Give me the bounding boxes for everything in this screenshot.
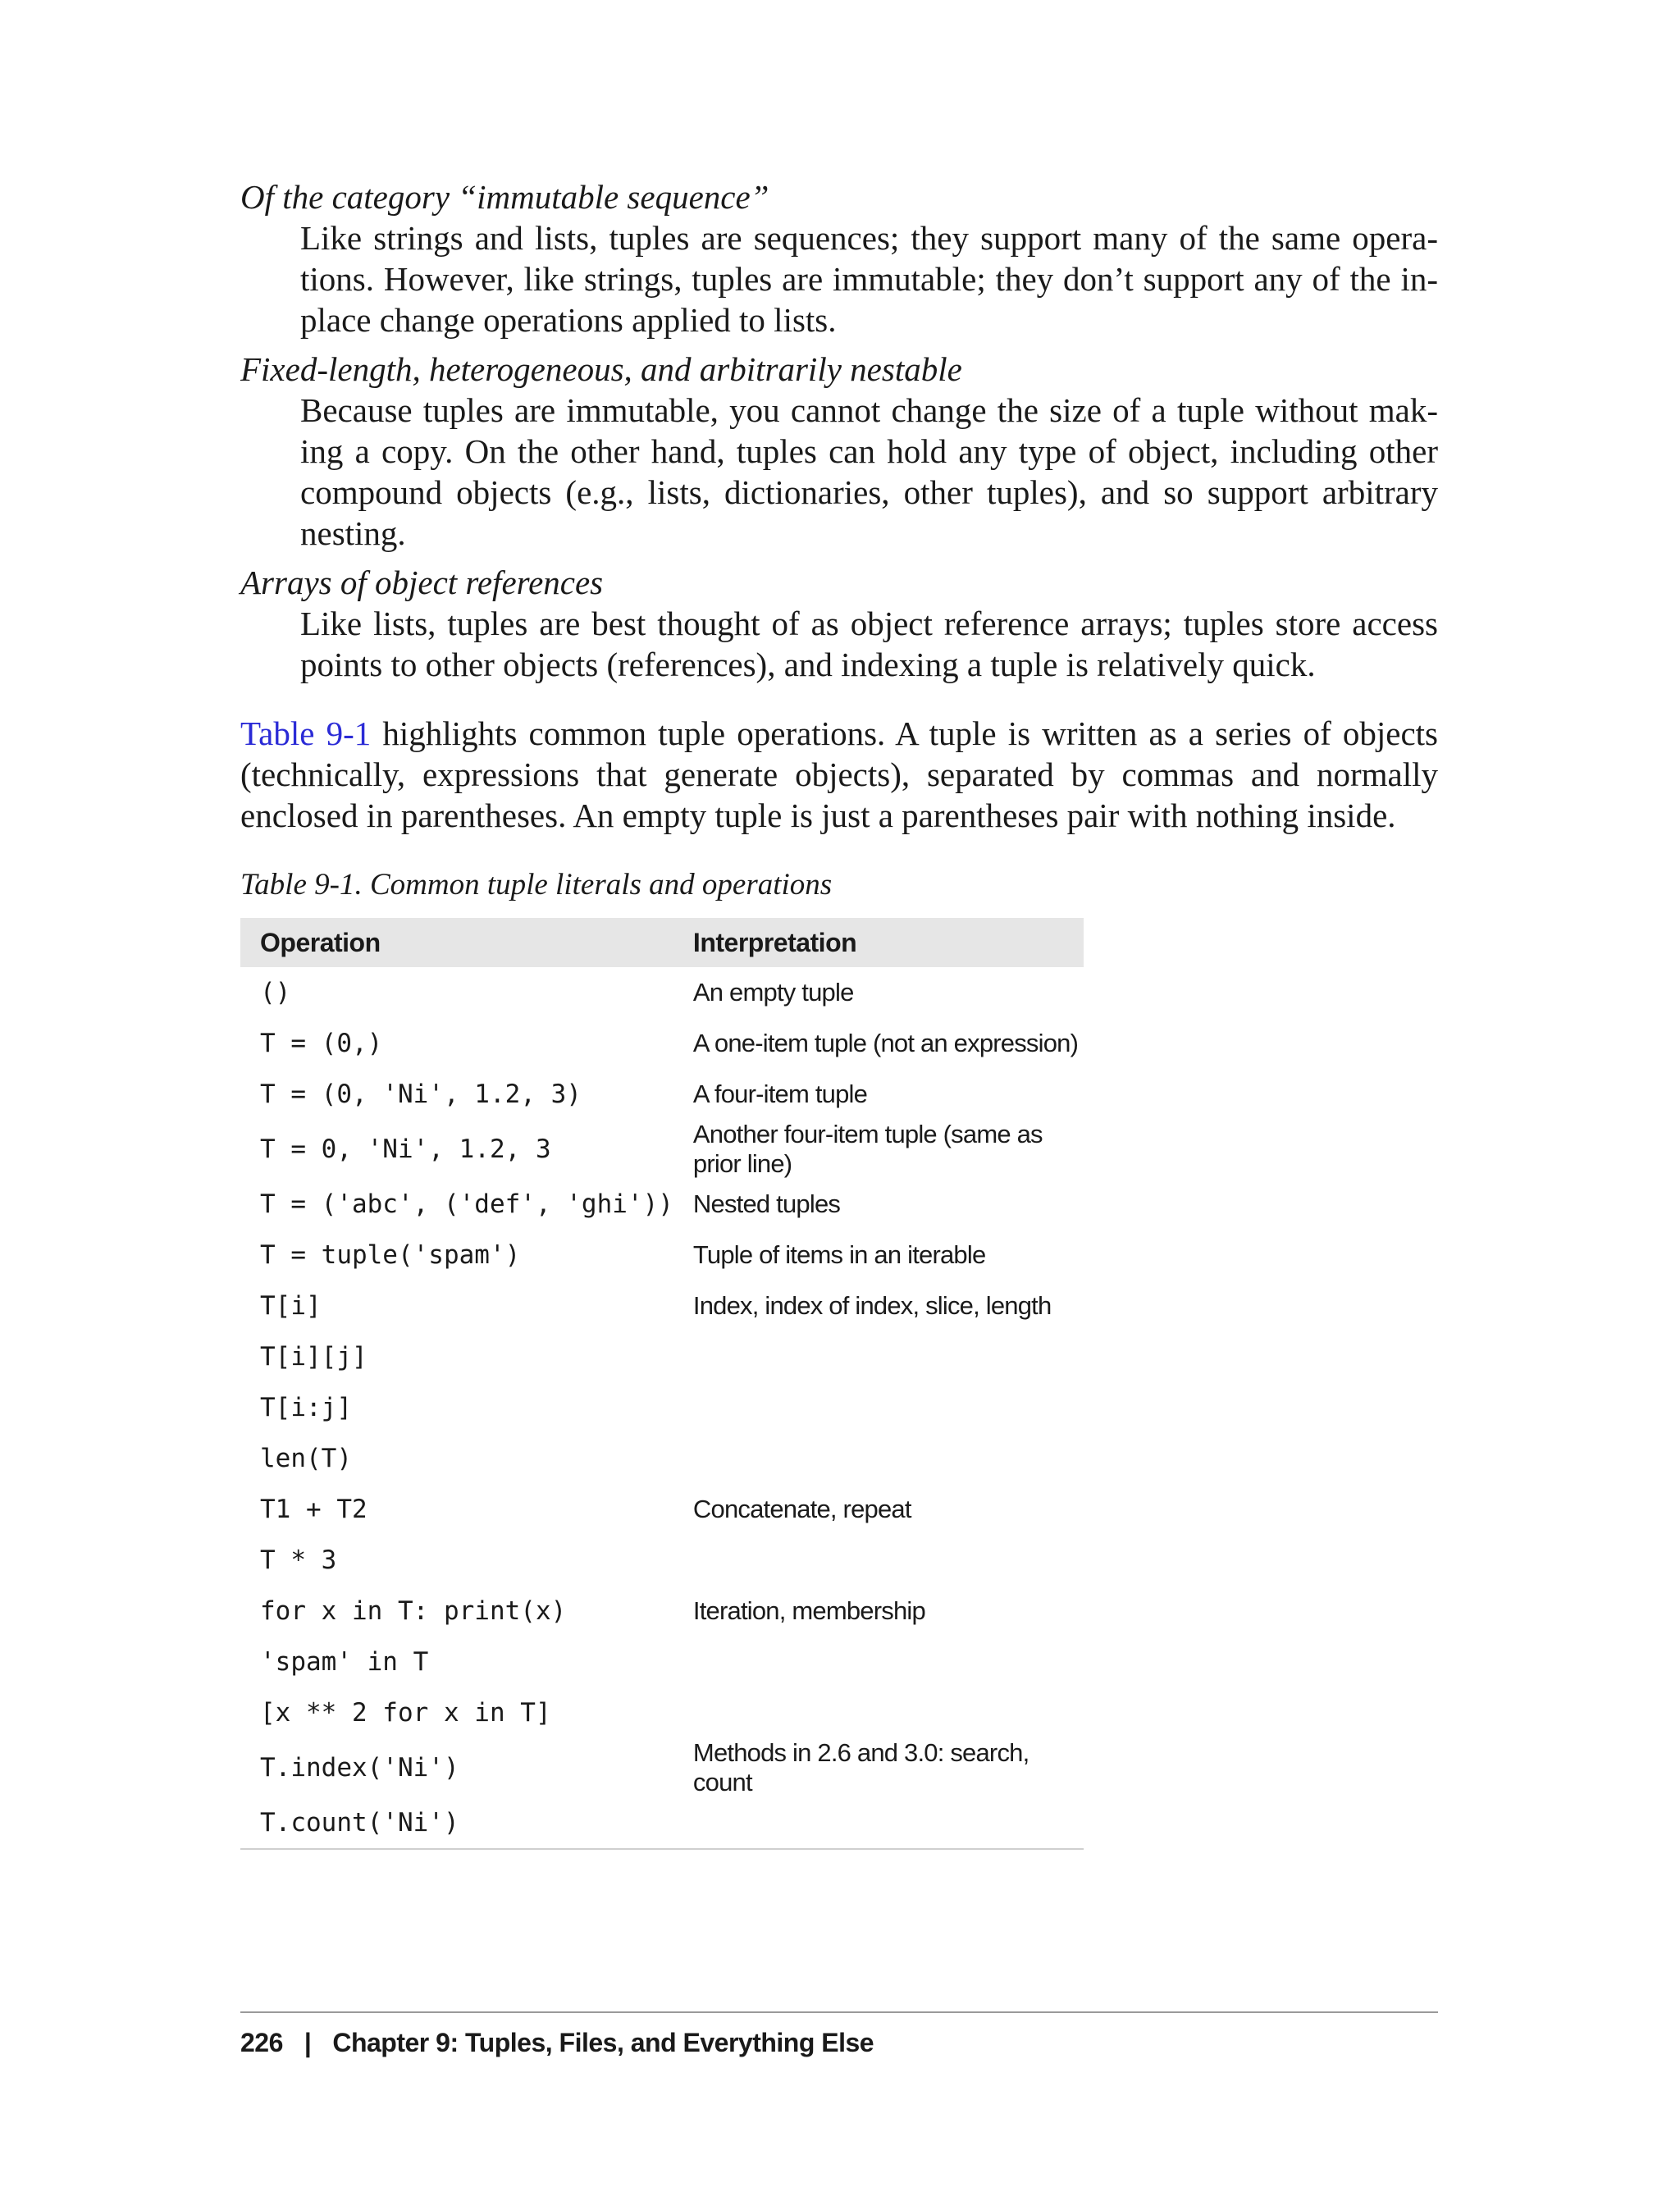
table-row bbox=[240, 1179, 1084, 1230]
operation-cell: T = (0,) bbox=[260, 1029, 383, 1058]
operation-cell: T.index('Ni') bbox=[260, 1753, 459, 1783]
interpretation-cell: A one-item tuple (not an expression) bbox=[692, 1029, 1079, 1057]
paragraph-text: highlights common tuple operations. A tuple is written as a series of objects (technically, expressions that generate objects), separated by commas and normally enclosed in parentheses. An empty tuple is just a parentheses pair with nothing inside. bbox=[240, 714, 1438, 834]
tuple-operations-table bbox=[240, 918, 1084, 1850]
table-row bbox=[240, 1586, 1084, 1637]
definition-term: Arrays of object references bbox=[240, 564, 604, 601]
operation-cell: T * 3 bbox=[260, 1545, 337, 1575]
operation-cell: T[i] bbox=[260, 1291, 322, 1321]
table-row bbox=[240, 967, 1084, 1018]
operation-cell: T[i][j] bbox=[260, 1342, 368, 1372]
table-row bbox=[240, 1797, 1084, 1849]
interpretation-cell bbox=[673, 1687, 1084, 1738]
interpretation-cell: Methods in 2.6 and 3.0: search, count bbox=[692, 1738, 1029, 1796]
page-number: 226 bbox=[240, 2028, 283, 2057]
interpretation-cell: Index, index of index, slice, length bbox=[692, 1291, 1052, 1320]
interpretation-cell: Concatenate, repeat bbox=[692, 1495, 911, 1523]
definition-description: Like lists, tuples are best thought of as object reference arrays; tuples store access points to other objects (references), and indexing a tuple is relatively quick. bbox=[300, 605, 1438, 683]
table-row bbox=[240, 1230, 1084, 1281]
table-row bbox=[240, 1069, 1084, 1120]
table-row bbox=[240, 1281, 1084, 1331]
column-header-operation: Operation bbox=[240, 918, 673, 967]
page-footer bbox=[240, 2011, 1438, 2058]
operation-cell: len(T) bbox=[260, 1444, 352, 1473]
table-caption: Table 9-1. Common tuple literals and operations bbox=[240, 868, 833, 902]
operation-cell: T[i:j] bbox=[260, 1393, 352, 1422]
table-row bbox=[240, 1331, 1084, 1382]
operation-cell: [x ** 2 for x in T] bbox=[260, 1698, 551, 1728]
operation-cell: for x in T: print(x) bbox=[260, 1596, 567, 1626]
definition-term: Of the category “immutable sequence” bbox=[240, 178, 769, 216]
operation-cell: T.count('Ni') bbox=[260, 1808, 459, 1838]
table-row bbox=[240, 1120, 1084, 1179]
page-content bbox=[240, 176, 1438, 1850]
interpretation-cell: Another four-item tuple (same as prior line) bbox=[692, 1120, 1043, 1178]
body-paragraph bbox=[240, 713, 1438, 836]
operation-cell: T1 + T2 bbox=[260, 1495, 368, 1524]
operation-cell: 'spam' in T bbox=[260, 1647, 429, 1677]
interpretation-cell bbox=[673, 1797, 1084, 1849]
table-row bbox=[240, 1382, 1084, 1433]
interpretation-cell bbox=[673, 1535, 1084, 1586]
table-body bbox=[240, 967, 1084, 1849]
operation-cell: T = ('abc', ('def', 'ghi')) bbox=[260, 1189, 673, 1219]
definition-term: Fixed-length, heterogeneous, and arbitrarily nestable bbox=[240, 350, 962, 388]
table-row bbox=[240, 1018, 1084, 1069]
definition-list bbox=[240, 176, 1438, 685]
operation-cell: T = 0, 'Ni', 1.2, 3 bbox=[260, 1134, 551, 1164]
definition-description: Like strings and lists, tuples are sequences; they support many of the same opera-tions. However, like strings, tuples are immutable; they don’t support any of the in-place change operations applied to lists. bbox=[300, 219, 1438, 339]
column-header-interpretation: Interpretation bbox=[673, 918, 1084, 967]
interpretation-cell: Iteration, membership bbox=[692, 1596, 925, 1625]
chapter-title: Chapter 9: Tuples, Files, and Everything Else bbox=[332, 2028, 874, 2057]
operation-cell: T = tuple('spam') bbox=[260, 1240, 521, 1270]
table-row bbox=[240, 1738, 1084, 1797]
table-row bbox=[240, 1433, 1084, 1484]
table-row bbox=[240, 1637, 1084, 1687]
table-row bbox=[240, 1535, 1084, 1586]
interpretation-cell: Nested tuples bbox=[692, 1189, 841, 1218]
interpretation-cell bbox=[673, 1382, 1084, 1433]
definition-description: Because tuples are immutable, you cannot change the size of a tuple without mak-ing a copy. On the other hand, tuples can hold any type of object, including other compound objects (e.g., lists, dictionaries, other tuples), and so support arbitrary nesting. bbox=[300, 391, 1438, 552]
interpretation-cell bbox=[673, 1433, 1084, 1484]
table-reference-link[interactable]: Table 9-1 bbox=[240, 714, 372, 752]
table-header-row bbox=[240, 918, 1084, 967]
operation-cell: T = (0, 'Ni', 1.2, 3) bbox=[260, 1080, 582, 1109]
footer-separator: | bbox=[304, 2028, 312, 2057]
interpretation-cell: A four-item tuple bbox=[692, 1080, 868, 1108]
interpretation-cell: Tuple of items in an iterable bbox=[692, 1240, 986, 1269]
table-row bbox=[240, 1687, 1084, 1738]
interpretation-cell bbox=[673, 1637, 1084, 1687]
table-row bbox=[240, 1484, 1084, 1535]
interpretation-cell: An empty tuple bbox=[692, 978, 854, 1007]
interpretation-cell bbox=[673, 1331, 1084, 1382]
operation-cell: () bbox=[260, 978, 291, 1007]
